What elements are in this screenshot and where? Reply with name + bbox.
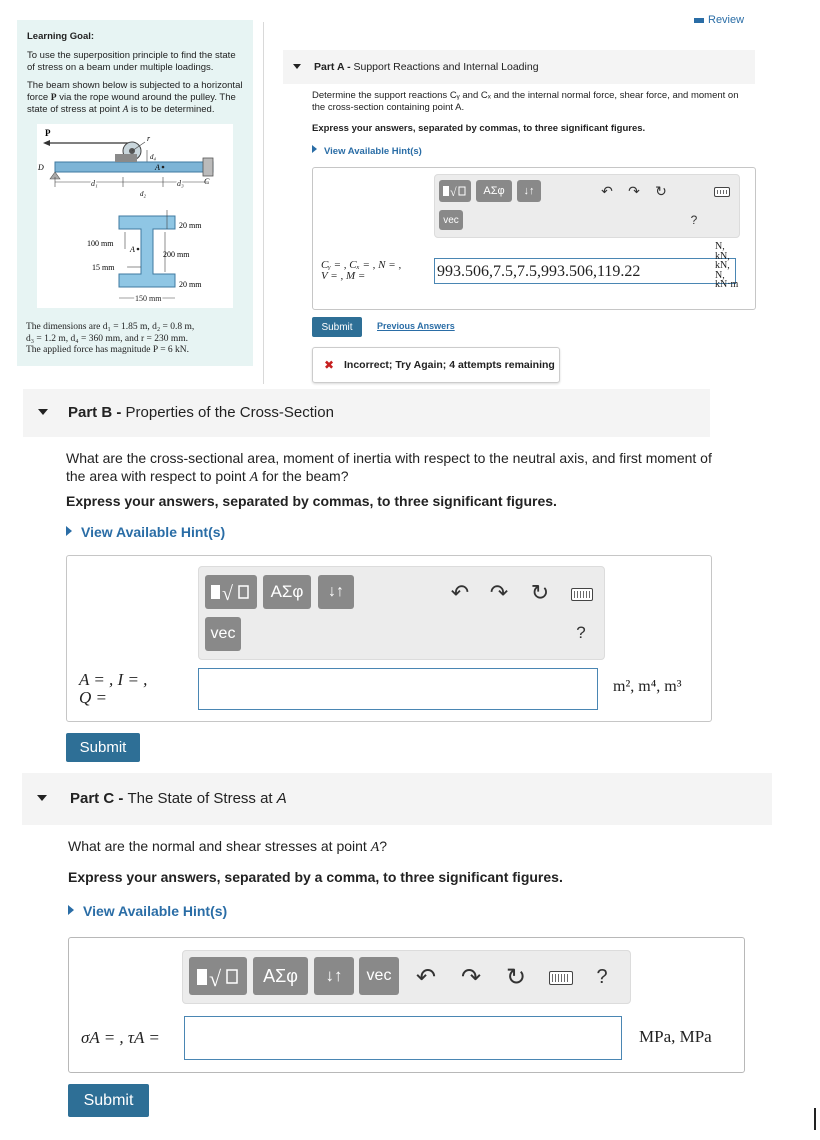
part-a-question: Determine the support reactions Cᵧ and Cₓ and the internal normal force, shear force, and moment on the cross-section containing point A. [312, 90, 739, 113]
dimensions-text: The dimensions are d₁ = 1.85 m, d₂ = 0.8 m, d₃ = 1.2 m, d₄ = 360 mm, and r = 230 mm. The applied force has magnitude P = 6 kN. [26, 322, 195, 355]
math-toolbar [434, 174, 740, 238]
part-c-instruction: Express your answers, separated by a comma, to three significant figures. [68, 869, 563, 885]
subscript-superscript-button[interactable]: ↓↑ [517, 180, 541, 202]
part-b-answer-box [66, 555, 712, 722]
svg-text:d₁: d₁ [91, 179, 98, 188]
svg-text:D: D [38, 163, 44, 172]
svg-text:A: A [155, 163, 160, 172]
part-b-variable-label: A = , I = , Q = [79, 670, 148, 707]
vector-button[interactable]: vec [359, 957, 399, 995]
help-button[interactable]: ? [576, 623, 586, 642]
svg-text:100 mm: 100 mm [87, 239, 114, 248]
keyboard-icon[interactable] [571, 588, 593, 601]
part-c-question: What are the normal and shear stresses at point A? [68, 838, 388, 855]
svg-text:20 mm: 20 mm [179, 221, 202, 230]
part-a-answer-input[interactable]: 993.506,7.5,7.5,993.506,119.22 [434, 258, 736, 284]
fraction-root-icon [209, 579, 253, 605]
part-a-units: N, kN, kN, N, kN·m [715, 241, 739, 290]
part-b-submit-button[interactable]: Submit [66, 733, 140, 762]
svg-text:√: √ [209, 966, 222, 990]
part-c-answer-box [68, 937, 745, 1073]
svg-text:C: C [204, 177, 210, 186]
error-x-icon: ✖ [324, 358, 335, 372]
svg-text:r: r [147, 134, 151, 143]
math-toolbar [182, 950, 631, 1004]
reset-icon[interactable]: ↻ [655, 182, 667, 199]
svg-text:√: √ [450, 185, 457, 199]
part-a-instruction: Express your answers, separated by commas, to three significant figures. [312, 123, 646, 134]
part-c-units: MPa, MPa [639, 1027, 712, 1046]
help-button[interactable]: ? [690, 213, 698, 227]
svg-text:d₃: d₃ [177, 179, 184, 188]
part-b-answer-input[interactable] [198, 668, 598, 710]
svg-text:200 mm: 200 mm [163, 250, 190, 259]
part-a-header[interactable] [283, 50, 755, 84]
part-c-submit-button[interactable]: Submit [68, 1084, 149, 1117]
beam-figure [37, 124, 233, 308]
expand-triangle-icon [66, 526, 72, 536]
part-c-header[interactable] [22, 773, 772, 825]
part-c-hint-link[interactable]: View Available Hint(s) [68, 903, 227, 919]
vector-button[interactable]: vec [205, 617, 241, 651]
undo-icon[interactable]: ↶ [450, 580, 470, 605]
greek-symbols-button[interactable]: ΑΣφ [253, 957, 308, 995]
fraction-root-icon [194, 962, 242, 990]
redo-icon[interactable]: ↷ [489, 580, 509, 605]
keyboard-icon[interactable] [714, 187, 730, 197]
figure-label-P: P [45, 128, 51, 138]
part-b-title: Part B - Properties of the Cross-Section [68, 404, 334, 421]
previous-answers-link[interactable]: Previous Answers [377, 321, 455, 331]
part-c-title: Part C - The State of Stress at A [70, 790, 287, 807]
help-button[interactable]: ? [596, 965, 608, 988]
part-c-variable-label: σA = , τA = [81, 1028, 160, 1047]
undo-icon[interactable]: ↶ [601, 182, 613, 199]
part-a-title: Part A - Support Reactions and Internal Loading [314, 61, 539, 73]
templates-button[interactable] [439, 180, 471, 202]
reset-icon[interactable]: ↻ [505, 963, 527, 991]
keyboard-icon[interactable] [549, 971, 573, 985]
subscript-superscript-button[interactable]: ↓↑ [314, 957, 354, 995]
part-b-units: m², m⁴, m³ [613, 678, 682, 695]
fraction-root-icon [442, 183, 468, 199]
svg-text:√: √ [222, 583, 233, 605]
review-icon [694, 18, 704, 23]
svg-text:15 mm: 15 mm [92, 263, 115, 272]
greek-symbols-button[interactable]: ΑΣφ [476, 180, 512, 202]
svg-text:150 mm: 150 mm [135, 294, 162, 303]
redo-icon[interactable]: ↷ [460, 963, 482, 991]
part-b-hint-link[interactable]: View Available Hint(s) [66, 524, 225, 540]
svg-text:A: A [130, 245, 135, 254]
learning-goal-description: The beam shown below is subjected to a horizontal force P via the rope wound around the pulley. The state of stress at point A is to be determined. [27, 80, 243, 115]
collapse-caret-icon[interactable] [38, 409, 48, 415]
learning-goal-title: Learning Goal: [27, 31, 95, 42]
svg-text:d₄: d₄ [150, 153, 156, 161]
part-a-feedback [312, 347, 560, 383]
svg-text:d₂: d₂ [140, 190, 146, 198]
undo-icon[interactable]: ↶ [415, 963, 437, 991]
subscript-superscript-button[interactable]: ↓↑ [318, 575, 354, 609]
redo-icon[interactable]: ↷ [628, 182, 640, 199]
templates-button[interactable] [189, 957, 247, 995]
part-b-header[interactable] [23, 389, 710, 437]
reset-icon[interactable]: ↻ [530, 580, 550, 605]
learning-goal-panel [17, 20, 253, 366]
vector-button[interactable]: vec [439, 210, 463, 230]
beam [55, 162, 213, 172]
part-a-hint-link[interactable]: View Available Hint(s) [312, 145, 422, 157]
part-b-question: What are the cross-sectional area, moment of inertia with respect to the neutral axis, and first moment of the area with respect to point A for the beam? [66, 450, 712, 485]
learning-goal-text: To use the superposition principle to find the state of stress on a beam under multiple loadings. [27, 50, 236, 73]
review-link[interactable]: Review [694, 14, 744, 26]
collapse-caret-icon[interactable] [37, 795, 47, 801]
expand-triangle-icon [312, 145, 317, 153]
part-b-instruction: Express your answers, separated by commas, to three significant figures. [66, 493, 557, 509]
templates-button[interactable] [205, 575, 257, 609]
part-a-submit-button[interactable]: Submit [312, 317, 362, 337]
column-divider [263, 22, 264, 384]
part-a-answer-box [312, 167, 756, 310]
collapse-caret-icon[interactable] [293, 64, 301, 69]
part-a-variable-label: Cᵧ = , Cₓ = , N = , V = , M = [321, 259, 402, 282]
svg-text:20 mm: 20 mm [179, 280, 202, 289]
math-toolbar [198, 566, 605, 660]
expand-triangle-icon [68, 905, 74, 915]
part-c-answer-input[interactable] [184, 1016, 622, 1060]
text-cursor [814, 1108, 816, 1130]
greek-symbols-button[interactable]: ΑΣφ [263, 575, 311, 609]
feedback-message: Incorrect; Try Again; 4 attempts remaining [344, 359, 555, 371]
